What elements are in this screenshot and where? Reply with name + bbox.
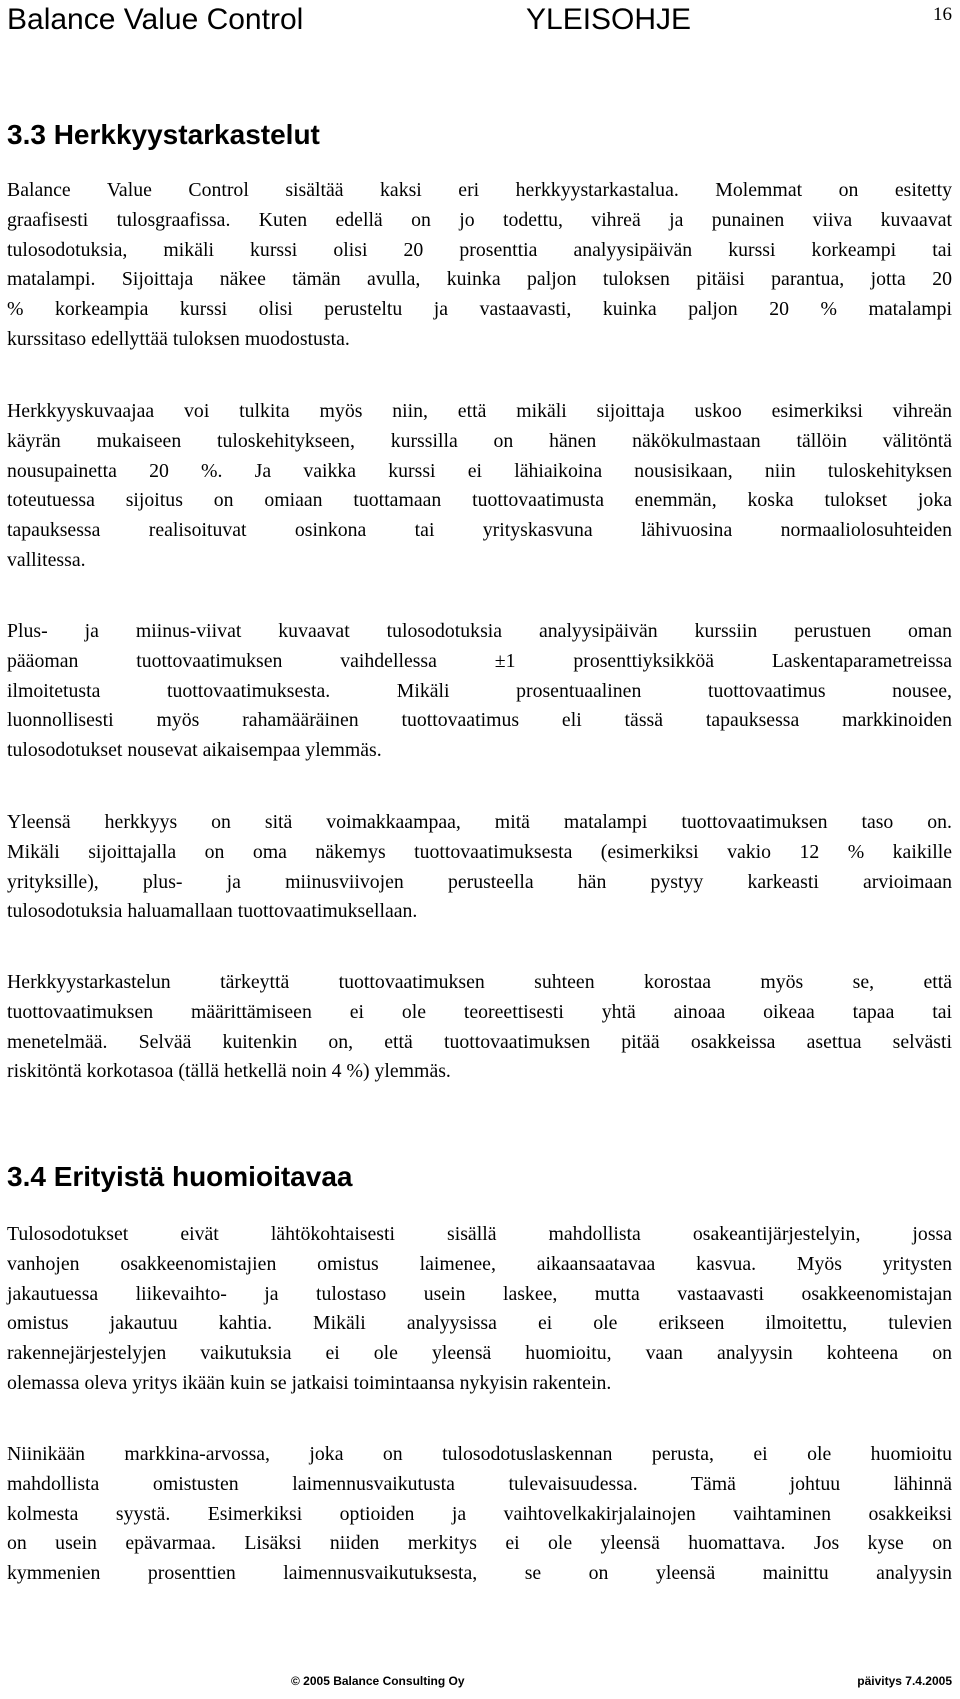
text-line: yrityksille), plus- ja miinusviivojen perusteella hän pystyy karkeasti arvioimaan — [7, 870, 952, 893]
text-line: tapauksessa realisoituvat osinkona tai yrityskasvuna lähivuosina normaaliolosuhteiden — [7, 519, 952, 542]
paragraph — [7, 808, 952, 927]
text-line: kolmesta syystä. Esimerkiksi optioiden ja vaihtovelkakirjalainojen vaihtaminen osakkeiksi — [7, 1502, 952, 1525]
section-heading-3-4: 3.4 Erityistä huomioitavaa — [7, 1161, 353, 1192]
text-line: % korkeampia kurssi olisi perusteltu ja vastaavasti, kuinka paljon 20 % matalampi — [7, 298, 952, 321]
text-line: toteutuessa sijoitus on omiaan tuottamaan tuottovaatimusta enemmän, koska tulokset joka — [7, 489, 952, 512]
text-line: pääoman tuottovaatimuksen vaihdellessa ±1 prosenttiyksikköä Laskentaparametreissa — [7, 649, 952, 672]
text-line: mahdollista omistusten laimennusvaikutusta tulevaisuudessa. Tämä johtuu lähinnä — [7, 1472, 952, 1495]
text-line: tulosodotuksia, mikäli kurssi olisi 20 prosenttia analyysipäivän kurssi korkeampi tai — [7, 238, 952, 261]
section-heading-3-3: 3.3 Herkkyystarkastelut — [7, 119, 320, 150]
text-line: Mikäli sijoittajalla on oma näkemys tuottovaatimuksesta (esimerkiksi vakio 12 % kaikille — [7, 840, 952, 863]
paragraph — [7, 1440, 952, 1589]
text-line: Herkkyyskuvaajaa voi tulkita myös niin, että mikäli sijoittaja uskoo esimerkiksi vihreän — [7, 400, 952, 422]
text-line: matalampi. Sijoittaja näkee tämän avulla, kuinka paljon tuloksen pitäisi parantua, jotta 20 — [7, 268, 952, 291]
header-section-label: YLEISOHJE — [526, 3, 692, 36]
page-header — [7, 0, 952, 40]
text-line: Plus- ja miinus-viivat kuvaavat tulosodotuksia analyysipäivän kurssiin perustuen oman — [7, 620, 952, 642]
text-line: olemassa oleva yritys ikään kuin se jatkaisi toimintaansa nykyisin rakentein. — [7, 1371, 612, 1394]
text-line: Balance Value Control sisältää kaksi eri herkkyystarkastalua. Molemmat on esitetty — [7, 179, 952, 201]
text-line: nousupainetta 20 %. Ja vaikka kurssi ei lähiaikoina nousisikaan, niin tuloskehityksen — [7, 459, 952, 482]
text-line: tulosodotuksia haluamallaan tuottovaatimuksellaan. — [7, 900, 418, 923]
paragraph — [7, 1220, 952, 1399]
text-line: kymmenien prosenttien laimennusvaikutuksesta, se on yleensä mainittu analyysin — [7, 1562, 952, 1585]
header-title: Balance Value Control — [7, 3, 304, 36]
page-number: 16 — [933, 4, 952, 25]
text-line: graafisesti tulosgraafissa. Kuten edellä on jo todettu, vihreä ja punainen viiva kuvaavat — [7, 208, 952, 231]
text-line: ilmoitetusta tuottovaatimuksesta. Mikäli prosentuaalinen tuottovaatimus nousee, — [7, 679, 952, 702]
text-line: menetelmää. Selvää kuitenkin on, että tuottovaatimuksen pitää osakkeissa asettua selvästi — [7, 1030, 952, 1053]
text-line: tulosodotukset nousevat aikaisempaa ylemmäs. — [7, 739, 382, 762]
text-line: Niinikään markkina-arvossa, joka on tulosodotuslaskennan perusta, ei ole huomioitu — [7, 1443, 952, 1465]
text-line: Yleensä herkkyys on sitä voimakkaampaa, mitä matalampi tuottovaatimuksen taso on. — [7, 811, 952, 833]
text-line: luonnollisesti myös rahamääräinen tuottovaatimus eli tässä tapauksessa markkinoiden — [7, 709, 952, 732]
text-line: vanhojen osakkeenomistajien omistus laimenee, aikaansaatavaa kasvua. Myös yritysten — [7, 1252, 952, 1275]
paragraph — [7, 968, 952, 1087]
paragraph — [7, 176, 952, 355]
text-line: jakautuessa liikevaihto- ja tulostaso usein laskee, mutta vastaavasti osakkeenomistajan — [7, 1282, 952, 1305]
text-line: tuottovaatimuksen määrittämiseen ei ole teoreettisesti yhtä ainoaa oikeaa tapaa tai — [7, 1000, 952, 1023]
footer-update-date: päivitys 7.4.2005 — [857, 1674, 952, 1688]
text-line: riskitöntä korkotasoa (tällä hetkellä noin 4 %) ylemmäs. — [7, 1060, 451, 1083]
text-line: Herkkyystarkastelun tärkeyttä tuottovaatimuksen suhteen korostaa myös se, että — [7, 971, 952, 993]
text-line: rakennejärjestelyjen vaikutuksia ei ole yleensä huomioitu, vaan analyysin kohteena on — [7, 1342, 952, 1365]
paragraph — [7, 397, 952, 576]
text-line: kurssitaso edellyttää tuloksen muodostusta. — [7, 327, 350, 350]
text-line: omistus jakautuu kahtia. Mikäli analyysissa ei ole erikseen ilmoitettu, tulevien — [7, 1312, 952, 1335]
text-line: käyrän mukaiseen tuloskehitykseen, kurssilla on hänen näkökulmastaan tällöin välitöntä — [7, 429, 952, 452]
text-line: Tulosodotukset eivät lähtökohtaisesti sisällä mahdollista osakeantijärjestelyin, jossa — [7, 1223, 952, 1245]
text-line: on usein epävarmaa. Lisäksi niiden merkitys ei ole yleensä huomattava. Jos kyse on — [7, 1532, 952, 1555]
text-line: vallitessa. — [7, 548, 86, 571]
paragraph — [7, 617, 952, 766]
footer-copyright: © 2005 Balance Consulting Oy — [291, 1674, 465, 1688]
